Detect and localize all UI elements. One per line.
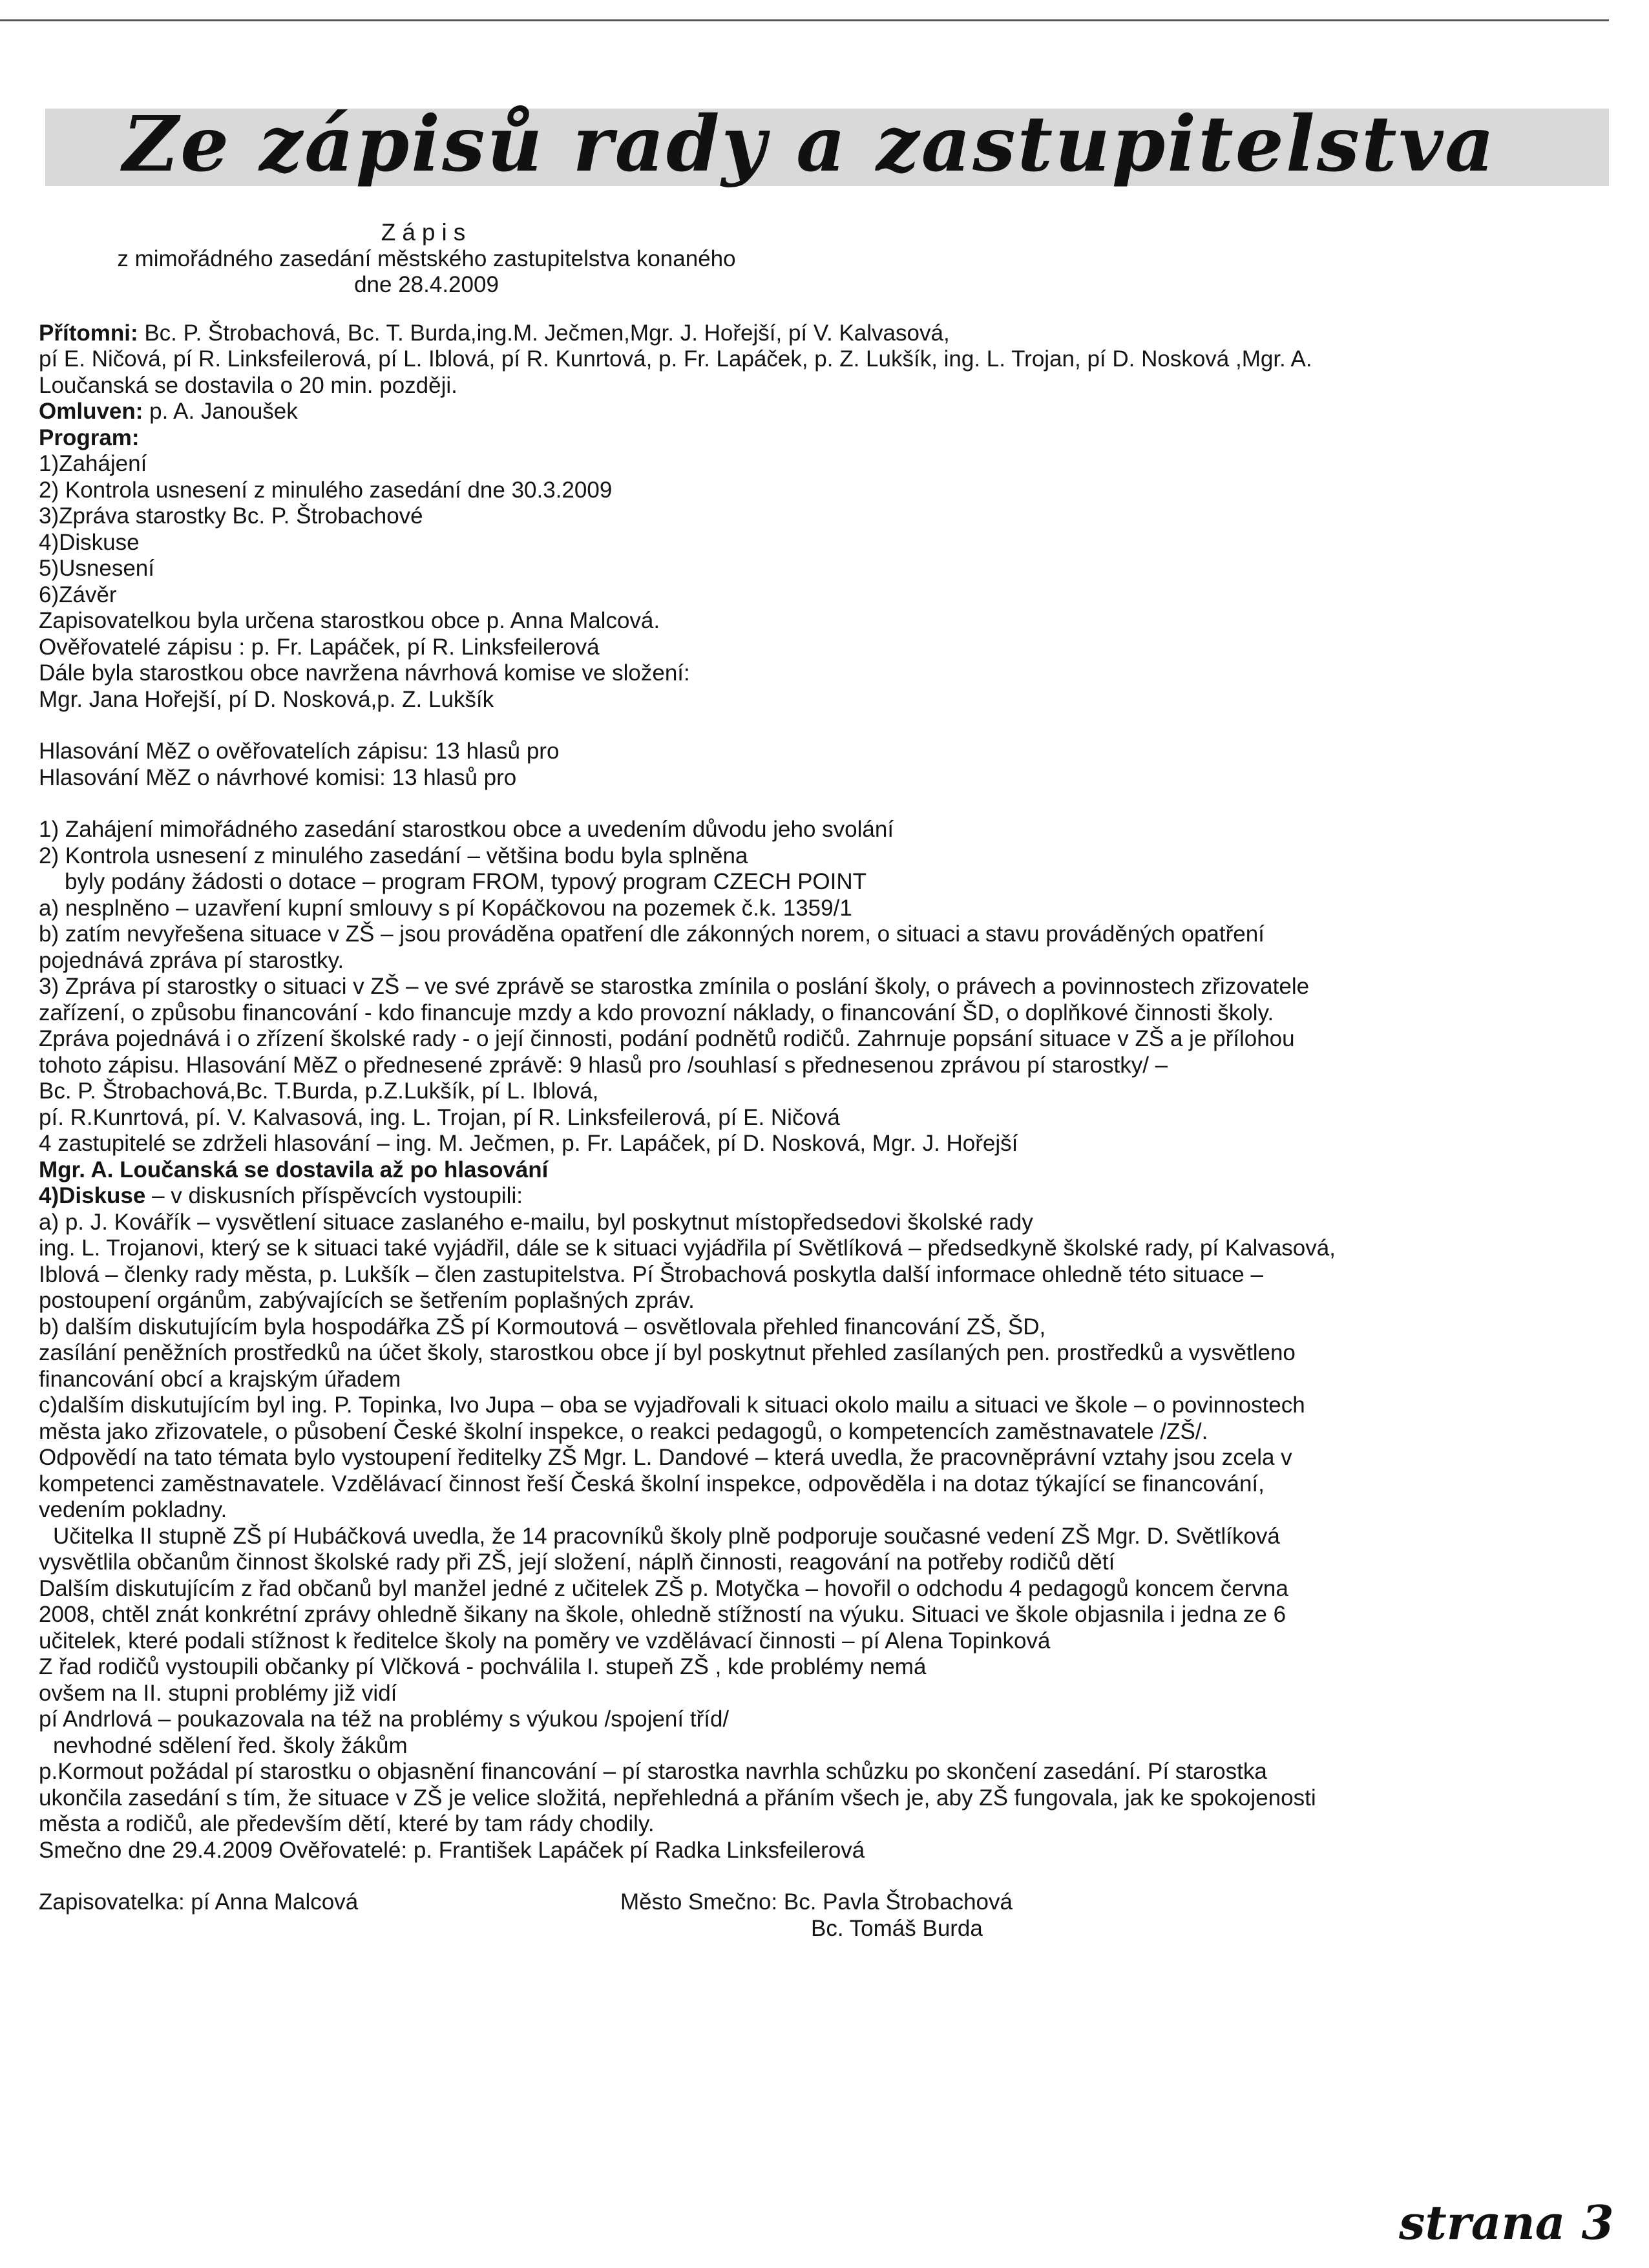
signature-town: Město Smečno: Bc. Pavla Štrobachová: [620, 1889, 1013, 1915]
bold-note: Mgr. A. Loučanská se dostavila až po hlasování: [39, 1157, 549, 1182]
program-item: 6)Závěr: [39, 582, 117, 607]
present-line: Loučanská se dostavila o 20 min. později.: [39, 372, 457, 398]
spacer: [39, 791, 1577, 817]
body-line: Dalším diskutujícím z řad občanů byl manžel jedné z učitelek ZŠ p. Motyčka – hovořil o odchodu 4 pedagogů koncem června: [39, 1575, 1288, 1601]
body-line: ing. L. Trojanovi, který se k situaci také vyjádřil, dále se k situaci vyjádřila pí Světlíková – předsedkyně školské rady, pí Kalvasová,: [39, 1235, 1336, 1261]
body-line: byly podány žádosti o dotace – program FROM, typový program CZECH POINT: [65, 869, 867, 894]
body-line: Učitelka II stupně ZŠ pí Hubáčková uvedla, že 14 pracovníků školy plně podporuje současné vedení ZŠ Mgr. D. Světlíková: [53, 1523, 1280, 1549]
present-names: Bc. P. Štrobachová, Bc. T. Burda,ing.M. Ječmen,Mgr. J. Hořejší, pí V. Kalvasová,: [138, 320, 950, 346]
body-line: b) zatím nevyřešena situace v ZŠ – jsou prováděna opatření dle zákonných norem, o situaci a stavu prováděných opatření: [39, 921, 1265, 947]
program-item: 5)Usnesení: [39, 556, 154, 581]
spacer: [39, 713, 1577, 739]
body-line: zasílání peněžních prostředků na účet školy, starostkou obce jí byl poskytnut přehled zasílaných pen. prostředků a vysvětleno: [39, 1340, 1296, 1365]
body-line: pí. R.Kunrtová, pí. V. Kalvasová, ing. L. Trojan, pí R. Linksfeilerová, pí E. Ničová: [39, 1104, 840, 1130]
program-item: 4)Diskuse: [39, 529, 140, 555]
body-line: pojednává zpráva pí starostky.: [39, 947, 344, 973]
excused-value: p. A. Janoušek: [143, 399, 298, 424]
signature-recorder: Zapisovatelka: pí Anna Malcová: [39, 1889, 359, 1915]
discussion-line: [39, 1183, 1577, 1210]
discussion-label: 4)Diskuse: [39, 1183, 146, 1208]
signature-row: [39, 1889, 1577, 1916]
program-label: Program:: [39, 425, 140, 450]
present-line: pí E. Ničová, pí R. Linksfeilerová, pí L. Iblová, pí R. Kunrtová, p. Fr. Lapáček, p. Z. Lukšík, ing. L. Trojan, pí D. Nosková ,Mgr. A.: [39, 346, 1312, 372]
body-line: města jako zřizovatele, o působení České školní inspekce, o reakci pedagogů, o kompetencích zaměstnavatele /ZŠ/.: [39, 1418, 1208, 1444]
body-line: ukončila zasedání s tím, že situace v ZŠ je velice složitá, nepřehledná a přáním všech je, aby ZŠ fungovala, jak ke spokojenosti: [39, 1785, 1316, 1811]
intro-line: Zapisovatelkou byla určena starostkou obce p. Anna Malcová.: [39, 608, 660, 633]
vote-line: Hlasování MěZ o návrhové komisi: 13 hlasů pro: [39, 764, 517, 790]
spacer: [39, 1864, 1577, 1889]
body-line: učitelek, které podali stížnost k ředitelce školy na poměry ve vzdělávací činnosti – pí Alena Topinková: [39, 1628, 1051, 1654]
program-item: 2) Kontrola usnesení z minulého zasedání dne 30.3.2009: [39, 477, 613, 503]
body-line: nevhodné sdělení řed. školy žákům: [53, 1732, 408, 1758]
body-line: 3) Zpráva pí starostky o situaci v ZŠ – ve své zprávě se starostka zmínila o poslání školy, o právech a povinnostech zřizovatele: [39, 974, 1310, 999]
discussion-rest: – v diskusních příspěvcích vystoupili:: [145, 1183, 523, 1208]
body-line: Iblová – členky rady města, p. Lukšík – člen zastupitelstva. Pí Štrobachová poskytla další informace ohledně této situace –: [39, 1261, 1263, 1287]
present-line: [39, 320, 1577, 347]
body-line: 2008, chtěl znát konkrétní zprávy ohledně šikany na škole, ohledně stížností na výuku. Situaci ve škole objasnila i jedna ze 6: [39, 1602, 1287, 1627]
body-line: kompetenci zaměstnavatele. Vzdělávací činnost řeší Česká školní inspekce, odpověděla i na dotaz týkající se financování,: [39, 1471, 1265, 1496]
program-item: 3)Zpráva starostky Bc. P. Štrobachové: [39, 503, 423, 529]
body-line: tohoto zápisu. Hlasování MěZ o přednesené zprávě: 9 hlasů pro /souhlasí s přednesenou zprávou pí starostky/ –: [39, 1052, 1168, 1078]
page-title: Ze zápisů rady a zastupitelstva: [123, 99, 1497, 189]
intro-line: Ověřovatelé zápisu : p. Fr. Lapáček, pí R. Linksfeilerová: [39, 634, 600, 660]
present-label: Přítomni:: [39, 320, 138, 346]
body-line: Zpráva pojednává i o zřízení školské rady - o její činnosti, podání podnětů rodičů. Zahrnuje popsání situace v ZŠ a je přílohou: [39, 1026, 1295, 1051]
doc-subheading: z mimořádného zasedání městského zastupitelstva konaného: [117, 246, 736, 271]
top-rule: [0, 19, 1609, 21]
signature-town-2: Bc. Tomáš Burda: [811, 1915, 983, 1941]
page-number: strana 3: [1399, 2195, 1614, 2250]
body-line: c)dalším diskutujícím byl ing. P. Topinka, Ivo Jupa – oba se vyjadřovali k situaci okolo mailu a situaci ve škole – o povinnostech: [39, 1392, 1305, 1418]
body-line: 1) Zahájení mimořádného zasedání starostkou obce a uvedením důvodu jeho svolání: [39, 817, 894, 842]
body-line: a) p. J. Kovářík – vysvětlení situace zaslaného e-mailu, byl poskytnut místopředsedovi školské rady: [39, 1209, 1033, 1235]
doc-date: dne 28.4.2009: [354, 272, 499, 297]
spacer: [39, 299, 1577, 320]
body-line: 2) Kontrola usnesení z minulého zasedání – většina bodu byla splněna: [39, 843, 748, 868]
intro-line: Dále byla starostkou obce navržena návrhová komise ve složení:: [39, 660, 690, 686]
program-item: 1)Zahájení: [39, 451, 147, 476]
body-line: vysvětlila občanům činnost školské rady při ZŠ, její složení, náplň činnosti, reagování na potřeby rodičů dětí: [39, 1549, 1115, 1575]
body-line: 4 zastupitelé se zdrželi hlasování – ing. M. Ječmen, p. Fr. Lapáček, pí D. Nosková, Mgr. J. Hořejší: [39, 1131, 1018, 1156]
closing-line: Smečno dne 29.4.2009 Ověřovatelé: p. František Lapáček pí Radka Linksfeilerová: [39, 1837, 865, 1863]
excused-label: Omluven:: [39, 399, 143, 424]
body-line: ovšem na II. stupni problémy již vidí: [39, 1680, 397, 1706]
body-line: b) dalším diskutujícím byla hospodářka ZŠ pí Kormoutová – osvětlovala přehled financování ZŠ, ŠD,: [39, 1314, 1046, 1339]
body-line: postoupení orgánům, zabývajících se šetřením poplašných zpráv.: [39, 1288, 695, 1313]
excused-line: [39, 399, 1577, 425]
body-line: p.Kormout požádal pí starostku o objasnění financování – pí starostka navrhla schůzku po skončení zasedání. Pí starostka: [39, 1759, 1267, 1784]
body-line: Bc. P. Štrobachová,Bc. T.Burda, p.Z.Lukšík, pí L. Iblová,: [39, 1078, 599, 1104]
document-body: [39, 220, 1577, 1942]
body-line: Odpovědí na tato témata bylo vystoupení ředitelky ZŠ Mgr. L. Dandové – která uvedla, že pracovněprávní vztahy jsou zcela v: [39, 1445, 1292, 1470]
body-line: zařízení, o způsobu financování - kdo financuje mzdy a kdo provozní náklady, o financování ŠD, o doplňkové činnosti školy.: [39, 1000, 1274, 1025]
vote-line: Hlasování MěZ o ověřovatelích zápisu: 13 hlasů pro: [39, 739, 560, 764]
body-line: vedením pokladny.: [39, 1497, 227, 1522]
intro-line: Mgr. Jana Hořejší, pí D. Nosková,p. Z. Lukšík: [39, 686, 494, 712]
body-line: financování obcí a krajským úřadem: [39, 1366, 401, 1392]
doc-heading: Zápis: [381, 219, 472, 246]
body-line: města a rodičů, ale především dětí, které by tam rády chodily.: [39, 1811, 655, 1836]
body-line: Z řad rodičů vystoupili občanky pí Vlčková - pochválila I. stupeň ZŠ , kde problémy nemá: [39, 1654, 927, 1679]
body-line: pí Andrlová – poukazovala na též na problémy s výukou /spojení tříd/: [39, 1706, 730, 1732]
body-line: a) nesplněno – uzavření kupní smlouvy s pí Kopáčkovou na pozemek č.k. 1359/1: [39, 895, 852, 921]
